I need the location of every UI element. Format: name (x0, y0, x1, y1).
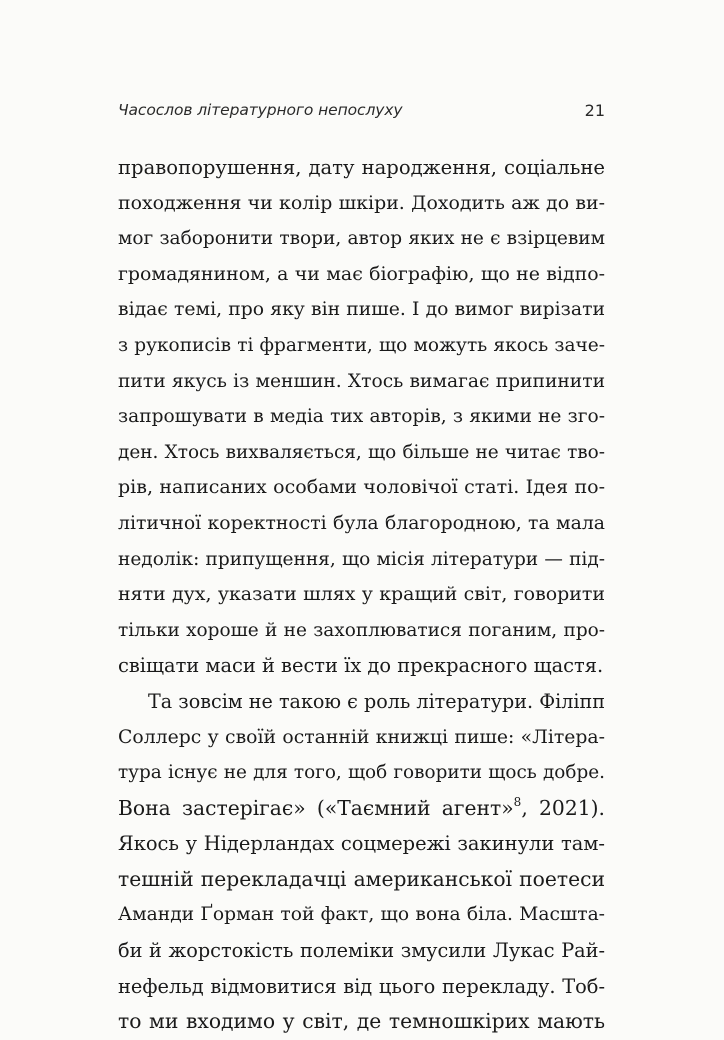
footnote-marker[interactable]: 8 (513, 794, 522, 809)
body-text (118, 150, 605, 1040)
running-header (118, 101, 605, 127)
text-line-with-footnote (118, 791, 605, 827)
text-line: запрошувати в медіа тих авторів, з якими не зго- (118, 406, 605, 428)
text-line: тешній перекладачці американської поетеси (118, 866, 605, 891)
text-line: рів, написаних особами чоловічої статі. Ідея по- (118, 476, 605, 499)
text-line: походження чи колір шкіри. Доходить аж до ви- (118, 191, 605, 214)
text-line: пити якусь із меншин. Хтось вимагає припинити (118, 370, 605, 392)
text-line: няти дух, указати шлях у кращий світ, говорити (118, 583, 605, 606)
text-line: правопорушення, дату народження, соціальне (118, 156, 605, 179)
paragraph (118, 150, 605, 684)
text-line: недолік: припущення, що місія літератури — під- (118, 548, 605, 570)
text-line: мог заборонити твори, автор яких не є взірцевим (118, 228, 605, 250)
text-line: тура існує не для того, щоб говорити щось добре. (118, 762, 605, 784)
text-line: Соллерс у своїй останній книжці пише: «Літера- (118, 726, 605, 748)
paragraph (118, 684, 605, 1040)
text-line: Та зовсім не такою є роль літератури. Філіпп (148, 689, 605, 713)
text-line: Якось у Нідерландах соцмережі закинули там- (118, 832, 605, 856)
text-fragment: Вона застерігає» («Таємний агент» (118, 795, 514, 820)
text-line: ден. Хтось вихваляється, що більше не читає тво- (118, 441, 605, 463)
text-line: Аманди Ґорман той факт, що вона біла. Масшта- (118, 904, 605, 926)
text-line: громадянином, а чи має біографію, що не відпо- (118, 262, 605, 285)
text-line: то ми входимо у світ, де темношкірих мають (118, 1009, 605, 1034)
text-fragment: , 2021). (521, 795, 605, 820)
text-line: свіщати маси й вести їх до прекрасного щастя. (118, 654, 604, 678)
page-number: 21 (584, 101, 605, 120)
text-line: тільки хороше й не захоплюватися поганим, про- (118, 619, 605, 641)
text-line: нефельд відмовитися від цього перекладу. Тоб- (118, 974, 605, 998)
text-line: би й жорстокість полеміки змусили Лукас Рай- (118, 939, 605, 963)
running-title: Часослов літературного непослуху (118, 101, 403, 119)
text-line: відає темі, про яку він пише. І до вимог вирізати (118, 299, 605, 321)
text-line: з рукописів ті фрагменти, що можуть якось заче- (118, 334, 605, 356)
text-line: літичної коректності була благородною, та мала (118, 512, 605, 534)
